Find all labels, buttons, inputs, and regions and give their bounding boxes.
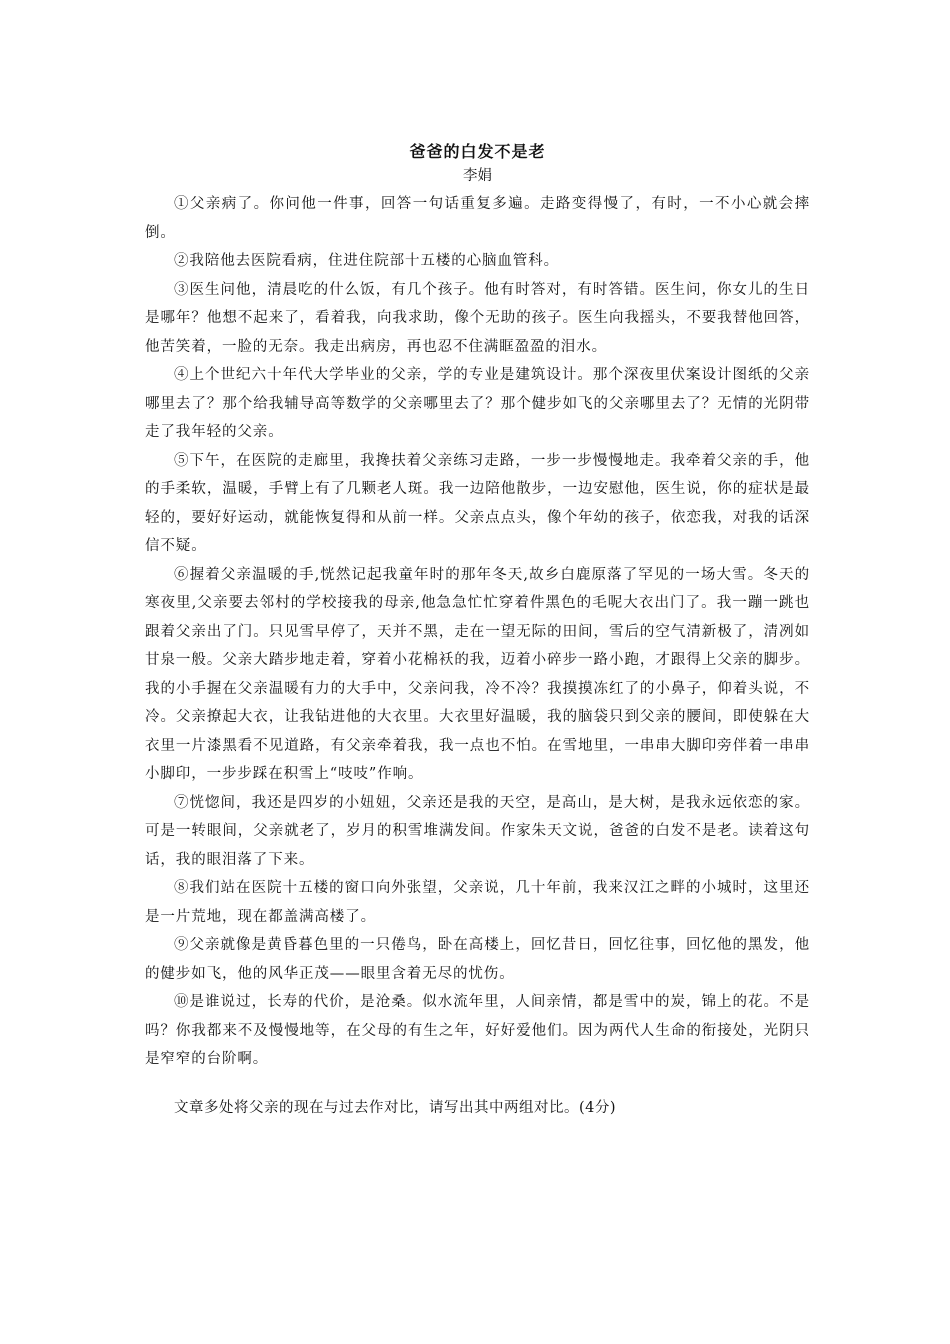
paragraph-7: ⑦恍惚间，我还是四岁的小妞妞，父亲还是我的天空，是高山，是大树，是我永远依恋的家。可是一转眼间，父亲就老了，岁月的积雪堆满发间。作家朱天文说，爸爸的白发不是老。读着这句话，我的眼泪落了下来。 (145, 794, 810, 868)
paragraph-8: ⑧我们站在医院十五楼的窗口向外张望，父亲说，几十年前，我来汉江之畔的小城时，这里还是一片荒地，现在都盖满高楼了。 (145, 880, 810, 925)
article-body (145, 190, 810, 1074)
article-author: 李娟 (463, 168, 492, 184)
paragraph-9: ⑨父亲就像是黄昏暮色里的一只倦鸟，卧在高楼上，回忆昔日，回忆往事，回忆他的黑发，他的健步如飞，他的风华正茂——眼里含着无尽的忧伤。 (145, 937, 810, 982)
paragraph-5: ⑤下午，在医院的走廊里，我搀扶着父亲练习走路，一步一步慢慢地走。我牵着父亲的手，他的手柔软，温暖，手臂上有了几颗老人斑。我一边陪他散步，一边安慰他，医生说，你的症状是最轻的，要好好运动，就能恢复得和从前一样。父亲点点头，像个年幼的孩子，依恋我，对我的话深信不疑。 (145, 452, 810, 554)
paragraph-1: ①父亲病了。你问他一件事，回答一句话重复多遍。走路变得慢了，有时，一不小心就会摔倒。 (145, 196, 810, 241)
paragraph-6: ⑥握着父亲温暖的手,恍然记起我童年时的那年冬天,故乡白鹿原落了罕见的一场大雪。冬天的寒夜里,父亲要去邻村的学校接我的母亲,他急急忙忙穿着件黑色的毛呢大衣出门了。我一蹦一跳也跟着父亲出了门。只见雪早停了，天并不黑，走在一望无际的田间，雪后的空气清新极了，清冽如甘泉一般。父亲大踏步地走着，穿着小花棉袄的我，迈着小碎步一路小跑，才跟得上父亲的脚步。我的小手握在父亲温暖有力的大手中，父亲问我，冷不冷？我摸摸冻红了的小鼻子，仰着头说，不冷。父亲撩起大衣，让我钻进他的大衣里。大衣里好温暖，我的脑袋只到父亲的腰间，即使躲在大衣里一片漆黑看不见道路，有父亲牵着我，我一点也不怕。在雪地里，一串串大脚印旁伴着一串串小脚印，一步步踩在积雪上“吱吱”作响。 (145, 566, 810, 782)
article-title: 爸爸的白发不是老 (409, 142, 546, 161)
exam-question: 文章多处将父亲的现在与过去作对比，请写出其中两组对比。(4分) (174, 1099, 617, 1116)
document-page (145, 140, 810, 1122)
paragraph-10: ⑩是谁说过，长寿的代价，是沧桑。似水流年里，人间亲情，都是雪中的炭，锦上的花。不是吗？你我都来不及慢慢地等，在父母的有生之年，好好爱他们。因为两代人生命的衔接处，光阴只是窄窄的台阶啊。 (145, 994, 810, 1067)
paragraph-3: ③医生问他，清晨吃的什么饭，有几个孩子。他有时答对，有时答错。医生问，你女儿的生日是哪年？他想不起来了，看着我，向我求助，像个无助的孩子。医生向我摇头，不要我替他回答，他苦笑着，一脸的无奈。我走出病房，再也忍不住满眶盈盈的泪水。 (145, 281, 810, 355)
paragraph-2: ②我陪他去医院看病，住进住院部十五楼的心脑血管科。 (174, 253, 559, 269)
paragraph-4: ④上个世纪六十年代大学毕业的父亲，学的专业是建筑设计。那个深夜里伏案设计图纸的父亲哪里去了？那个给我辅导高等数学的父亲哪里去了？那个健步如飞的父亲哪里去了？无情的光阴带走了我年轻的父亲。 (145, 367, 810, 440)
